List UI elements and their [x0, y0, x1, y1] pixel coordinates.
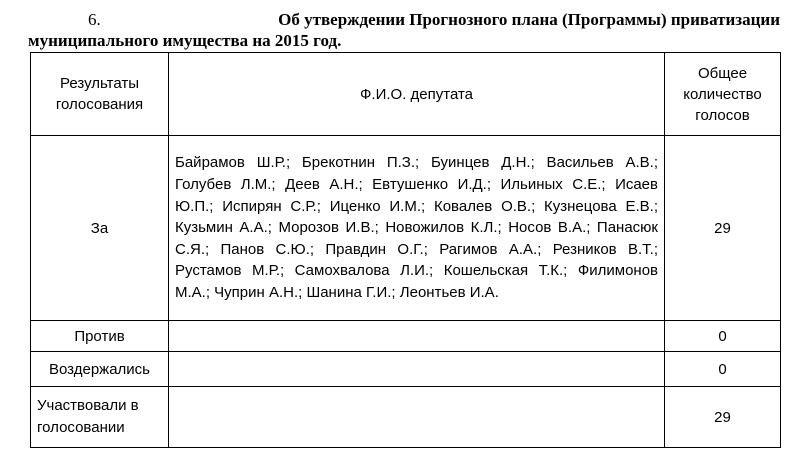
result-label-participated: Участвовали в голосовании [31, 387, 169, 448]
table-row [31, 136, 781, 321]
vote-count-abstained: 0 [665, 352, 781, 387]
table-header-row [31, 53, 781, 136]
table-row [31, 352, 781, 387]
voting-results-table [30, 52, 781, 448]
deputy-names-against [169, 321, 665, 352]
heading-line-1 [28, 9, 780, 30]
result-label-against: Против [31, 321, 169, 352]
vote-count-participated: 29 [665, 387, 781, 448]
deputy-names-participated [169, 387, 665, 448]
header-total-votes: Общее количество голосов [665, 53, 781, 136]
agenda-item-title-line-2: муниципального имущества на 2015 год. [28, 31, 342, 50]
agenda-item-title-line-1: Об утверждении Прогнозного плана (Программы) приватизации [278, 10, 780, 29]
deputy-names-for: Байрамов Ш.Р.; Брекотнин П.З.; Буинцев Д.Н.; Васильев А.В.; Голубев Л.М.; Деев А.Н.; Евтушенко И.Д.; Ильиных С.Е.; Исаев Ю.П.; Испирян С.Р.; Иценко И.М.; Ковалев О.В.; Кузнецова Е.В.; Кузьмин А.А.; Морозов И.В.; Новожилов К.Л.; Носов В.А.; Панасюк С.Я.; Панов С.Ю.; Правдин О.Г.; Рагимов А.А.; Резников В.Т.; Рустамов М.Р.; Самохвалова Л.И.; Кошельская Т.К.; Филимонов М.А.; Чуприн А.Н.; Шанина Г.И.; Леонтьев И.А. [169, 136, 665, 321]
vote-count-against: 0 [665, 321, 781, 352]
result-label-abstained: Воздержались [31, 352, 169, 387]
agenda-item-number: 6. [88, 10, 101, 29]
vote-count-for: 29 [665, 136, 781, 321]
table-row [31, 321, 781, 352]
header-results: Результаты голосования [31, 53, 169, 136]
result-label-for: За [31, 136, 169, 321]
table-row [31, 387, 781, 448]
agenda-item-heading [28, 9, 780, 51]
header-deputy-name: Ф.И.О. депутата [169, 53, 665, 136]
deputy-names-abstained [169, 352, 665, 387]
